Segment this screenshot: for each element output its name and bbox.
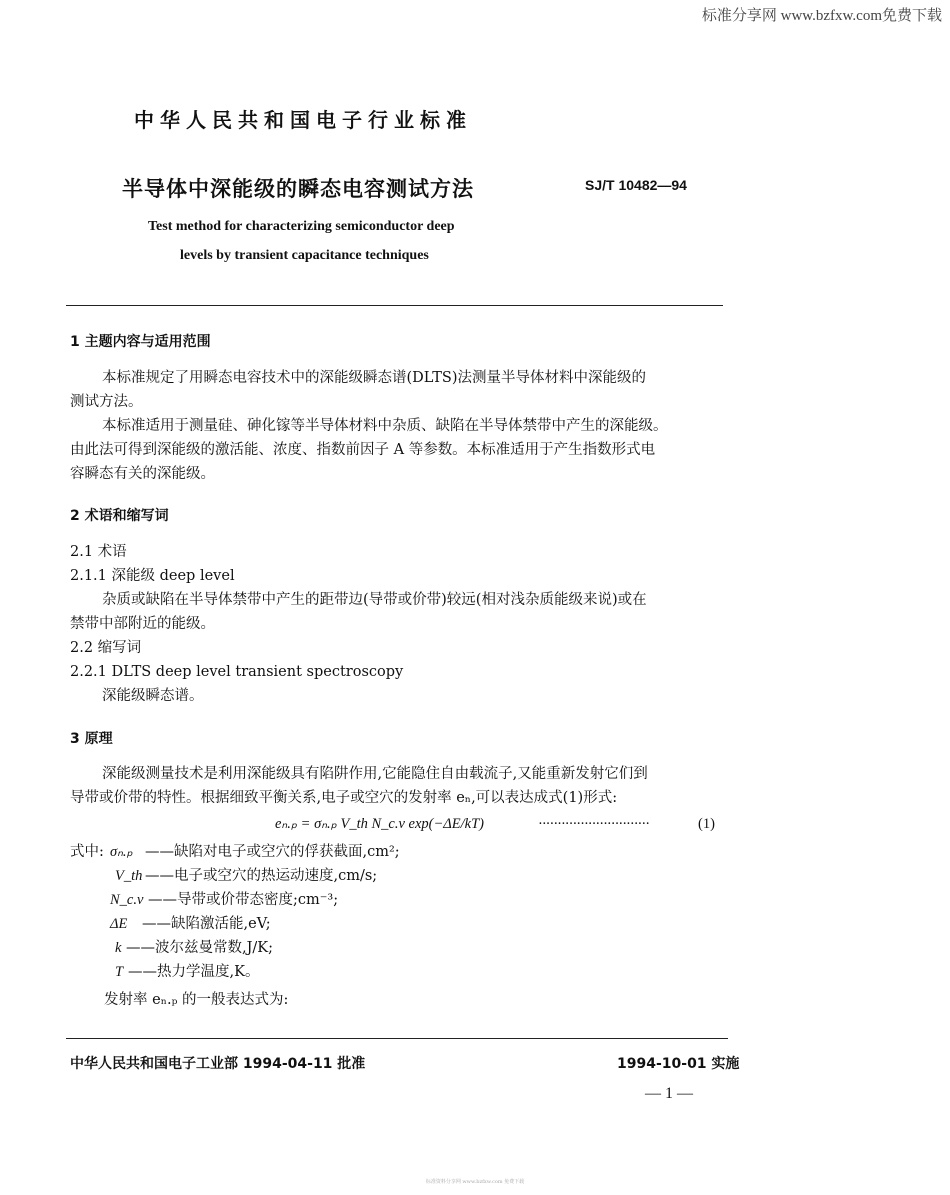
section-1-paragraph-1: 本标准规定了用瞬态电容技术中的深能级瞬态谱(DLTS)法测量半导体材料中深能级的	[102, 370, 646, 386]
emission-rate-formula: eₙ.ₚ = σₙ.ₚ V_th N_c.v exp(−ΔE/kT)	[275, 816, 484, 832]
bottom-watermark: 标准资料分享网 www.bzfxw.com 免费下载	[425, 1179, 525, 1185]
symbol-k-definition: ——波尔兹曼常数,J/K;	[126, 940, 274, 956]
section-2-2-heading: 2.2 缩写词	[70, 640, 142, 656]
section-2-1-heading: 2.1 术语	[70, 544, 127, 560]
section-2-1-1-term: 2.1.1 深能级 deep level	[70, 568, 235, 584]
general-expression-line: 发射率 eₙ.ₚ 的一般表达式为:	[104, 992, 289, 1008]
document-title: 半导体中深能级的瞬态电容测试方法	[122, 177, 474, 201]
page-number: — 1 —	[645, 1085, 693, 1102]
symbol-delta-e: ΔE	[110, 916, 128, 932]
approval-date: 中华人民共和国电子工业部 1994-04-11 批准	[70, 1056, 366, 1072]
symbol-t-definition: ——热力学温度,K。	[128, 964, 260, 980]
section-2-2-1-definition: 深能级瞬态谱。	[102, 688, 204, 704]
section-1-paragraph-2: 本标准适用于测量硅、砷化镓等半导体材料中杂质、缺陷在半导体禁带中产生的深能级。	[102, 418, 668, 434]
symbol-delta-e-definition: ——缺陷激活能,eV;	[142, 916, 271, 932]
section-3-paragraph: 深能级测量技术是利用深能级具有陷阱作用,它能隐住自由载流子,又能重新发射它们到	[102, 766, 648, 782]
symbol-vth: V_th	[115, 868, 143, 884]
english-title-line1: Test method for characterizing semiconductor deep	[148, 219, 455, 234]
section-3-paragraph: 导带或价带的特性。根据细致平衡关系,电子或空穴的发射率 eₙ,可以表达成式(1)形式:	[70, 790, 618, 806]
symbol-ncv: N_c.v	[110, 892, 144, 908]
section-2-2-1-term: 2.2.1 DLTS deep level transient spectroscopy	[70, 664, 404, 680]
effective-date: 1994-10-01 实施	[617, 1056, 740, 1072]
symbol-k: k	[115, 940, 122, 956]
symbol-ncv-definition: ——导带或价带态密度;cm⁻³;	[148, 892, 339, 908]
section-3-heading: 3 原理	[70, 731, 113, 747]
symbol-sigma: σₙ.ₚ	[110, 844, 133, 860]
section-1-paragraph-2: 容瞬态有关的深能级。	[70, 466, 215, 482]
section-2-1-1-definition: 禁带中部附近的能级。	[70, 616, 215, 632]
formula-number: (1)	[698, 816, 715, 832]
section-2-1-1-definition: 杂质或缺陷在半导体禁带中产生的距带边(导带或价带)较远(相对浅杂质能级来说)或在	[102, 592, 647, 608]
footer-rule	[66, 1038, 728, 1039]
symbol-vth-definition: ——电子或空穴的热运动速度,cm/s;	[145, 868, 378, 884]
section-1-paragraph-1: 测试方法。	[70, 394, 143, 410]
site-watermark: 标准分享网 www.bzfxw.com免费下载	[701, 8, 942, 24]
section-2-heading: 2 术语和缩写词	[70, 508, 169, 524]
english-title-line2: levels by transient capacitance techniques	[180, 248, 429, 263]
symbol-t: T	[115, 964, 124, 980]
formula-leader-dots: ·····························	[538, 816, 650, 832]
standard-type: 中华人民共和国电子行业标准	[134, 108, 472, 132]
header-rule	[66, 305, 723, 306]
section-1-paragraph-2: 由此法可得到深能级的激活能、浓度、指数前因子 A 等参数。本标准适用于产生指数形式电	[70, 442, 656, 458]
where-prefix: 式中:	[70, 844, 104, 860]
section-1-heading: 1 主题内容与适用范围	[70, 334, 211, 350]
symbol-sigma-definition: ——缺陷对电子或空穴的俘获截面,cm²;	[145, 844, 400, 860]
standard-code: SJ/T 10482—94	[585, 177, 687, 193]
